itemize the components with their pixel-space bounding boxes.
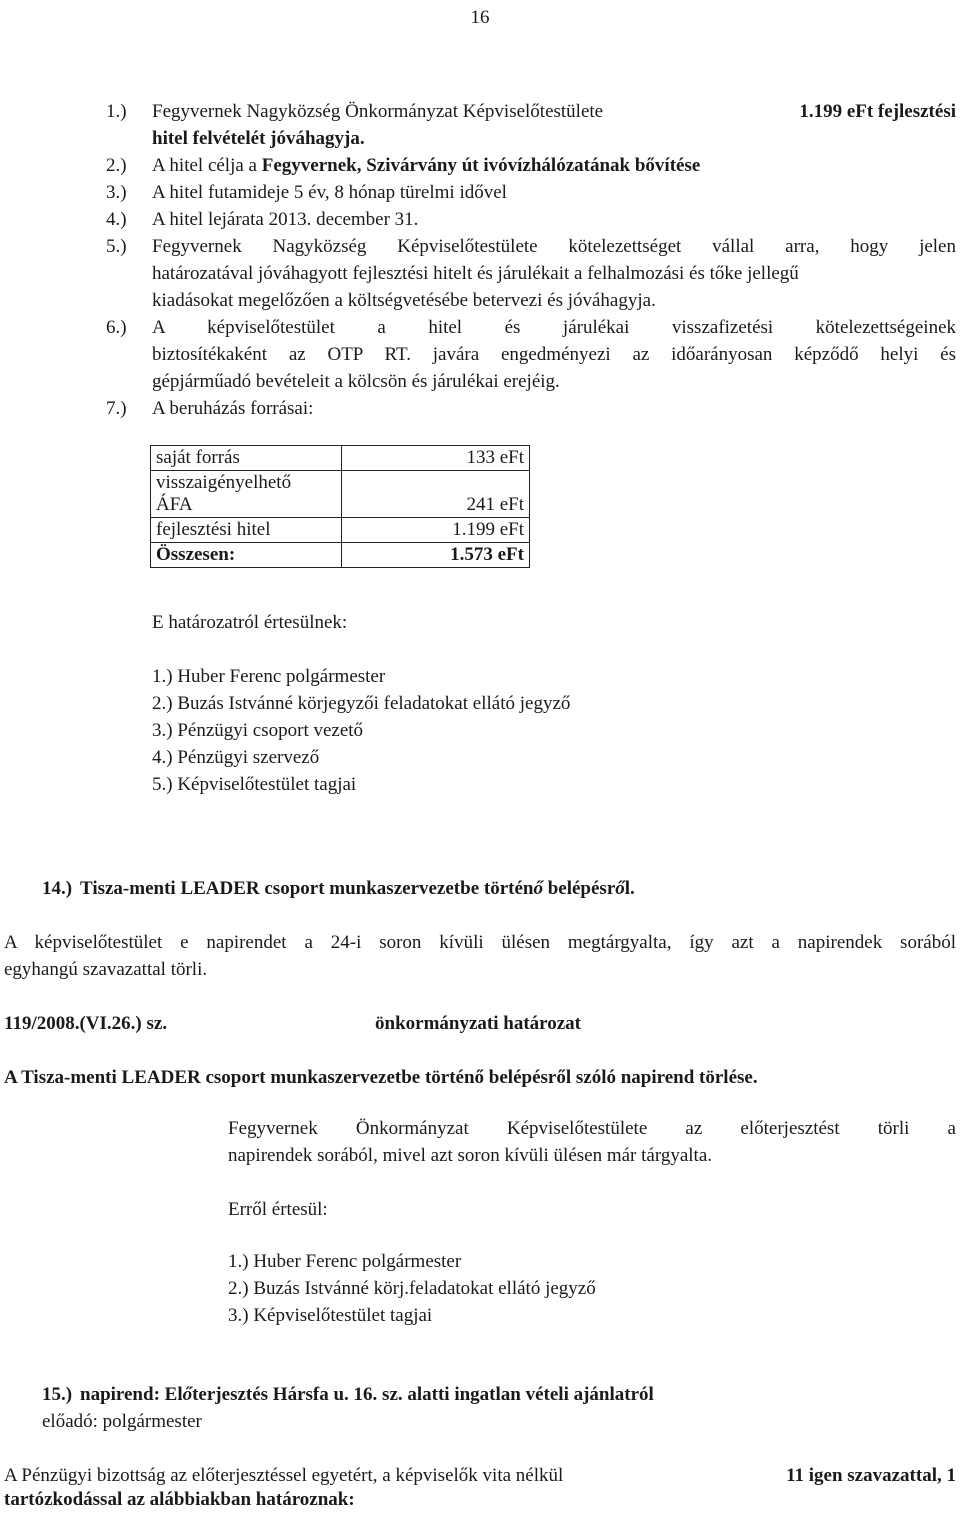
list-item: 5.) Képviselőtestület tagjai <box>152 774 357 795</box>
table-total-label: Összesen: <box>151 543 342 568</box>
cell-line: visszaigényelhető <box>156 472 292 493</box>
section-heading <box>42 1381 654 1408</box>
item-number: 4.) <box>106 209 127 230</box>
section-title-part: terjesztés Hársfa u. 16. sz. alatti ingatlan vételi ajánlatról <box>192 1384 654 1405</box>
item-text-cont: kiadásokat megelőzően a költségvetésébe betervezi és jóváhagyja. <box>152 290 656 311</box>
paragraph-cont: egyhangú szavazattal törli. <box>4 959 208 980</box>
presenter: előadó: polgármester <box>42 1411 202 1432</box>
section-number: 14.) <box>42 878 73 899</box>
paragraph <box>4 1462 956 1489</box>
section-title: napirend: El <box>80 1384 183 1405</box>
list-item <box>106 206 418 233</box>
item-text-cont: hitel felvételét jóváhagyja. <box>152 128 365 149</box>
decision-type: önkormányzati határozat <box>375 1013 581 1034</box>
list-item: 4.) Pénzügyi szervező <box>152 747 320 768</box>
table-cell: 1.199 eFt <box>342 518 530 543</box>
item-amount: 1.199 eFt fejlesztési <box>799 101 956 122</box>
item-text: A beruházás forrásai: <box>152 398 314 419</box>
notify-heading: E határozatról értesülnek: <box>152 612 348 633</box>
item-text: A hitel futamideje 5 év, 8 hónap türelmi idővel <box>152 182 507 203</box>
decision-number: 119/2008.(VI.26.) sz. <box>4 1013 168 1034</box>
table-cell: 241 eFt <box>342 471 530 518</box>
table-row <box>151 543 530 568</box>
item-number: 7.) <box>106 398 127 419</box>
list-item: 3.) Képviselőtestület tagjai <box>228 1305 433 1326</box>
cell-line: ÁFA <box>156 494 193 515</box>
table-cell <box>151 471 342 518</box>
item-text: A képviselőtestület a hitel és járulékai visszafizetési kötelezettségeinek <box>152 317 956 338</box>
notify-heading: Erről értesül: <box>228 1199 328 1220</box>
list-item <box>106 233 956 260</box>
section-title: Tisza-menti LEADER csoport munkaszervezetbe történ <box>80 878 534 899</box>
section-heading <box>42 875 635 902</box>
item-text-cont: gépjárműadó bevételeit a kölcsön és járulékai erejéig. <box>152 371 560 392</box>
decision-body-cont: napirendek sorából, mivel azt soron kívüli ülésen már tárgyalta. <box>228 1145 713 1166</box>
section-number: 15.) <box>42 1384 73 1405</box>
list-item <box>106 179 507 206</box>
paragraph-cont: tartózkodással az alábbiakban határoznak: <box>4 1489 355 1510</box>
page-number: 16 <box>470 7 490 28</box>
list-item: 2.) Buzás Istvánné körj.feladatokat ellátó jegyző <box>228 1278 596 1299</box>
item-text-bold: Fegyvernek, Szivárvány út ivóvízhálózatának bővítése <box>261 155 701 176</box>
list-item: 1.) Huber Ferenc polgármester <box>152 666 386 687</box>
item-text: A hitel lejárata 2013. december 31. <box>152 209 419 230</box>
item-text: Fegyvernek Nagyközség Önkormányzat Képviselőtestülete <box>152 101 604 122</box>
table-row <box>151 446 530 471</box>
section-title-part: belépésr <box>542 878 616 899</box>
item-number: 1.) <box>106 101 127 122</box>
section-title-part: ő <box>182 1384 193 1405</box>
list-item <box>106 152 700 179</box>
table-total-value: 1.573 eFt <box>342 543 530 568</box>
section-title-part: ő <box>533 878 543 899</box>
list-item <box>106 314 956 341</box>
item-text: A hitel célja a <box>152 155 262 176</box>
funding-sources-table <box>150 445 530 568</box>
item-number: 6.) <box>106 317 127 338</box>
list-item: 3.) Pénzügyi csoport vezető <box>152 720 364 741</box>
item-number: 3.) <box>106 182 127 203</box>
item-text-cont: határozatával jóváhagyott fejlesztési hitelt és járulékait a felhalmozási és tőke jellegű <box>152 263 799 284</box>
item-text-cont: biztosítékaként az OTP RT. javára engedményezi az időarányosan képződő helyi és <box>152 344 956 365</box>
section-title-part: ő <box>615 878 625 899</box>
list-item: 1.) Huber Ferenc polgármester <box>228 1251 462 1272</box>
item-number: 2.) <box>106 155 127 176</box>
table-cell: 133 eFt <box>342 446 530 471</box>
list-item <box>106 395 313 422</box>
paragraph: A képviselőtestület e napirendet a 24-i soron kívüli ülésen megtárgyalta, így azt a napirendek sorából <box>4 932 956 953</box>
decision-body: Fegyvernek Önkormányzat Képviselőtestülete az előterjesztést törli a <box>228 1118 956 1139</box>
table-row <box>151 471 530 518</box>
item-text: Fegyvernek Nagyközség Képviselőtestülete kötelezettséget vállal arra, hogy jelen <box>152 236 956 257</box>
table-cell: saját forrás <box>151 446 342 471</box>
paragraph-vote: 11 igen szavazattal, 1 <box>786 1465 956 1486</box>
section-title-part: l. <box>624 878 635 899</box>
table-row <box>151 518 530 543</box>
paragraph-text: A Pénzügyi bizottság az előterjesztéssel egyetért, a képviselők vita nélkül <box>4 1465 564 1486</box>
list-item <box>106 98 956 125</box>
table-cell: fejlesztési hitel <box>151 518 342 543</box>
item-number: 5.) <box>106 236 127 257</box>
list-item: 2.) Buzás Istvánné körjegyzői feladatokat ellátó jegyző <box>152 693 571 714</box>
decision-title: A Tisza-menti LEADER csoport munkaszervezetbe történő belépésről szóló napirend törlése. <box>4 1067 758 1088</box>
